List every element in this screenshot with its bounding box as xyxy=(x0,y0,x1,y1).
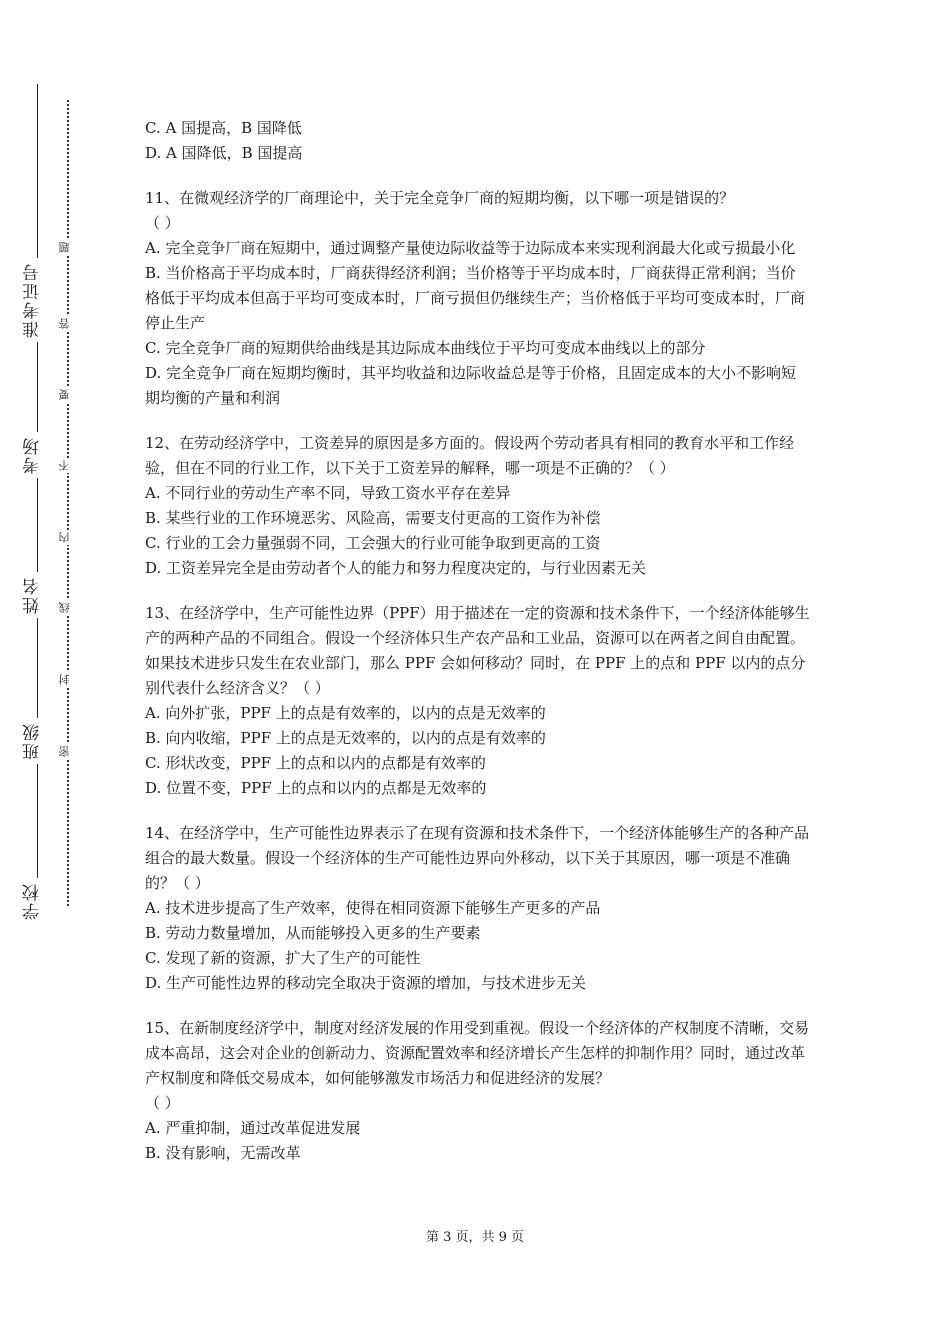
option-c: C. 完全竞争厂商的短期供给曲线是其边际成本曲线位于平均可变成本曲线以上的部分 xyxy=(145,339,706,357)
option-d: D. 工资差异完全是由劳动者个人的能力和努力程度决定的，与行业因素无关 xyxy=(145,559,647,577)
name-label: 姓名 xyxy=(22,572,52,618)
question-stem: 11、在微观经济学的厂商理论中，关于完全竞争厂商的短期均衡，以下哪一项是错误的？ xyxy=(145,189,735,207)
option-a: A. 技术进步提高了生产效率，使得在相同资源下能够生产更多的产品 xyxy=(145,899,601,917)
option-b: B. 当价格高于平均成本时，厂商获得经济利润；当价格等于平均成本时，厂商获得正常利润；当价格低于平均成本但高于平均可变成本时，厂商亏损但仍继续生产；当价格低于平均可变成本时，厂商停止生产 xyxy=(145,264,806,332)
binding-solid-line xyxy=(37,84,38,924)
option-d: D. 生产可能性边界的移动完全取决于资源的增加，与技术进步无关 xyxy=(145,974,587,992)
seal-char: 密 xyxy=(58,744,76,759)
school-label: 学校 xyxy=(22,878,52,924)
seal-char: 答 xyxy=(58,316,76,331)
class-label: 班级 xyxy=(22,718,52,764)
seal-char: 线 xyxy=(58,600,76,615)
binding-margin xyxy=(0,0,120,1344)
question-stem: 12、在劳动经济学中，工资差异的原因是多方面的。假设两个劳动者具有相同的教育水平和工作经验，但在不同的行业工作，以下关于工资差异的解释，哪一项是不正确的？（ ） xyxy=(145,434,795,477)
question-11 xyxy=(145,186,810,411)
option-a: A. 向外扩张，PPF 上的点是有效率的，以内的点是无效率的 xyxy=(145,704,546,722)
question-15 xyxy=(145,1016,810,1166)
exam-content xyxy=(145,116,810,1186)
seal-char: 不 xyxy=(58,458,76,473)
question-13 xyxy=(145,601,810,801)
question-stem: 15、在新制度经济学中，制度对经济发展的作用受到重视。假设一个经济体的产权制度不清晰，交易成本高昂，这会对企业的创新动力、资源配置效率和经济增长产生怎样的抑制作用？同时，通过改革产权制度和降低交易成本，如何能够激发市场活力和促进经济的发展？ xyxy=(145,1019,810,1087)
option-a: A. 完全竞争厂商在短期中，通过调整产量使边际收益等于边际成本来实现利润最大化或亏损最小化 xyxy=(145,239,796,257)
option-b: B. 劳动力数量增加，从而能够投入更多的生产要素 xyxy=(145,924,481,942)
answer-blank: （ ） xyxy=(145,1094,180,1112)
exam-id-label: 准考证号 xyxy=(22,258,52,342)
question-stem: 14、在经济学中，生产可能性边界表示了在现有资源和技术条件下，一个经济体能够生产的各种产品组合的最大数量。假设一个经济体的生产可能性边界向外移动，以下关于其原因，哪一项是不准确的？（ ） xyxy=(145,824,810,892)
option-b: B. 某些行业的工作环境恶劣、风险高，需要支付更高的工资作为补偿 xyxy=(145,509,601,527)
question-stem: 13、在经济学中，生产可能性边界（PPF）用于描述在一定的资源和技术条件下，一个经济体能够生产的两种产品的不同组合。假设一个经济体只生产农产品和工业品，资源可以在两者之间自由配置。如果技术进步只发生在农业部门，那么 PPF 会如何移动？同时，在 PPF 上的点和 PPF 以内的点分别代表什么经济含义？（ ） xyxy=(145,604,810,697)
seal-dotted-line xyxy=(67,100,69,906)
question-14 xyxy=(145,821,810,996)
option-a: A. 严重抑制，通过改革促进发展 xyxy=(145,1119,361,1137)
option-b: B. 向内收缩，PPF 上的点是无效率的，以内的点是有效率的 xyxy=(145,729,546,747)
exam-room-label: 考场 xyxy=(22,432,52,478)
option-b: B. 没有影响，无需改革 xyxy=(145,1144,301,1162)
option-d: D. A 国降低，B 国提高 xyxy=(145,144,303,162)
seal-char: 封 xyxy=(58,672,76,687)
option-c: C. A 国提高，B 国降低 xyxy=(145,119,302,137)
option-c: C. 形状改变，PPF 上的点和以内的点都是有效率的 xyxy=(145,754,486,772)
seal-char: 题 xyxy=(58,240,76,255)
option-a: A. 不同行业的劳动生产率不同，导致工资水平存在差异 xyxy=(145,484,511,502)
option-d: D. 位置不变，PPF 上的点和以内的点都是无效率的 xyxy=(145,779,487,797)
answer-blank: （ ） xyxy=(145,214,180,232)
seal-char: 要 xyxy=(58,387,76,402)
seal-char: 内 xyxy=(58,530,76,545)
option-c: C. 行业的工会力量强弱不同，工会强大的行业可能争取到更高的工资 xyxy=(145,534,601,552)
option-d: D. 完全竞争厂商在短期均衡时，其平均收益和边际收益总是等于价格，且固定成本的大小不影响短期均衡的产量和利润 xyxy=(145,364,797,407)
carryover-options xyxy=(145,116,810,166)
option-c: C. 发现了新的资源，扩大了生产的可能性 xyxy=(145,949,421,967)
question-12 xyxy=(145,431,810,581)
page-number: 第 3 页，共 9 页 xyxy=(425,1230,525,1245)
